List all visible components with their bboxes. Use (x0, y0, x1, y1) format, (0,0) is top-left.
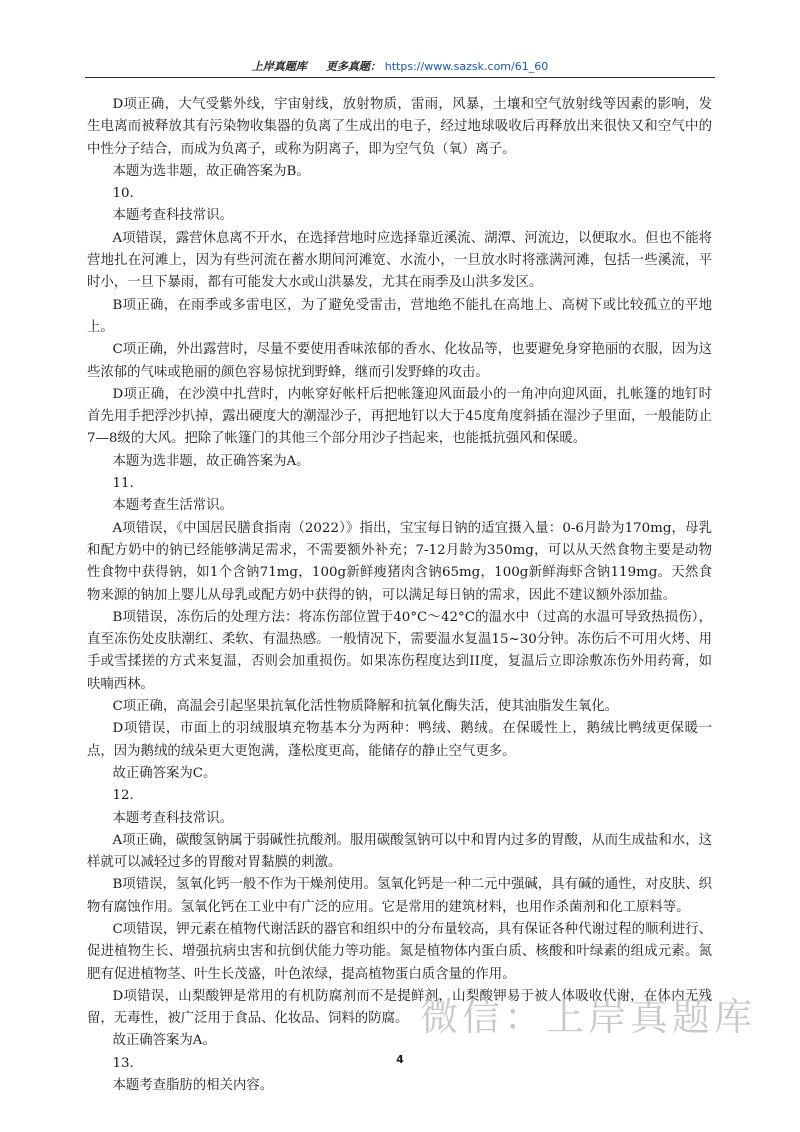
question-number: 13. (112, 1055, 134, 1071)
paragraph: 本题为选非题，故正确答案为A。 (112, 453, 310, 469)
question-number: 12. (112, 788, 134, 804)
header-more-label: 更多真题： (325, 60, 381, 73)
header-brand: 上岸真题库 (251, 60, 307, 73)
paragraph: 本题考查科技常识。 (112, 810, 233, 826)
paragraph: C项错误，钾元素在植物代谢活跃的器官和组织中的分布量较高，具有保证各种代谢过程的顺利进行、促进植物生长、增强抗病虫害和抗倒伏能力等功能。氮是植物体内蛋白质、核酸和叶绿素的组成元素。氮肥有促进植物茎、叶生长茂盛，叶色浓绿，提高植物蛋白质含量的作用。 (87, 921, 712, 982)
paragraph: A项错误，《中国居民膳食指南（2022）》指出，宝宝每日钠的适宜摄入量：0-6月龄为170mg，母乳和配方奶中的钠已经能够满足需求，不需要额外补充；7-12月龄为350mg，可以从天然食物主要是动物性食物中获得钠，如1个含钠71mg，100g新鲜瘦猪肉含钠65mg，100g新鲜海虾含钠119mg。天然食物来源的钠加上婴儿从母乳或配方奶中获得的钠，可以满足每日钠的需求，因此不建议额外添加盐。 (87, 520, 712, 603)
watermark: 微信：上岸真题库 (420, 995, 757, 1039)
paragraph: B项错误，冻伤后的处理方法：将冻伤部位置于40°C～42°C的温水中（过高的水温可导致热损伤），直至冻伤处皮肤潮红、柔软、有温热感。一般情况下，需要温水复温15~30分钟。冻伤后不可用火烤、用手或雪揉搓的方式来复温，否则会加重损伤。如果冻伤程度达到II度，复温后立即涂敷冻伤外用药膏，如呋喃西林。 (87, 609, 712, 692)
question-number: 11. (112, 476, 134, 492)
paragraph: D项正确，在沙漠中扎营时，内帐穿好帐杆后把帐篷迎风面最小的一角冲向迎风面，扎帐篷的地钉时首先用手把浮沙扒掉，露出硬度大的潮湿沙子，再把地钉以大于45度角度斜插在湿沙子里面，一般能防止7—8级的大风。把除了帐篷门的其他三个部分用沙子挡起来，也能抵抗强风和保暖。 (87, 386, 712, 447)
paragraph: D项错误，市面上的羽绒服填充物基本分为两种：鸭绒、鹅绒。在保暖性上，鹅绒比鸭绒更保暖一点，因为鹅绒的绒朵更大更饱满，蓬松度更高，能储存的静止空气更多。 (87, 721, 712, 759)
paragraph: 故正确答案为A。 (112, 1033, 216, 1049)
header-divider (85, 77, 715, 78)
document-body (87, 94, 712, 1097)
paragraph: A项错误，露营休息离不开水，在选择营地时应选择靠近溪流、湖潭、河流边，以便取水。但也不能将营地扎在河滩上，因为有些河流在蓄水期间河滩宽、水流小，一旦放水时将涨满河滩，包括一些溪流，平时小，一旦下暴雨，都有可能发大水或山洪暴发，尤其在雨季及山洪多发区。 (87, 230, 712, 291)
paragraph: 本题为选非题，故正确答案为B。 (112, 163, 310, 179)
paragraph: 本题考查脂肪的相关内容。 (112, 1078, 274, 1094)
paragraph: C项正确，外出露营时，尽量不要使用香味浓郁的香水、化妆品等，也要避免身穿艳丽的衣服，因为这些浓郁的气味或艳丽的颜色容易惊扰到野蜂，继而引发野蜂的攻击。 (87, 342, 712, 380)
paragraph: D项正确，大气受紫外线，宇宙射线，放射物质，雷雨，风暴，土壤和空气放射线等因素的影响，发生电离而被释放其有污染物收集器的负离了生成出的电子，经过地球吸收后再释放出来很快又和空气中的中性分子结合，而成为负离子，或称为阴离子，即为空气负（氧）离子。 (87, 97, 712, 157)
question-number: 10. (112, 186, 134, 202)
paragraph: B项正确，在雨季或多雷电区，为了避免受雷击，营地绝不能扎在高地上、高树下或比较孤立的平地上。 (87, 297, 712, 335)
page-number: 4 (396, 1053, 404, 1066)
paragraph: A项正确，碳酸氢钠属于弱碱性抗酸剂。服用碳酸氢钠可以中和胃内过多的胃酸，从而生成盐和水，这样就可以减轻过多的胃酸对胃黏膜的刺激。 (87, 832, 712, 871)
paragraph: 本题考查科技常识。 (112, 208, 233, 224)
page-header (0, 58, 800, 74)
paragraph: C项正确，高温会引起坚果抗氧化活性物质降解和抗氧化酶失活，使其油脂发生氧化。 (112, 699, 619, 715)
paragraph: 本题考查生活常识。 (112, 498, 233, 514)
paragraph: D项错误，山梨酸钾是常用的有机防腐剂而不是提鲜剂，山梨酸钾易于被人体吸收代谢，在体内无残留，无毒性，被广泛用于食品、化妆品、饲料的防腐。 (87, 988, 712, 1027)
header-url-link[interactable]: https://www.sazsk.com/61_60 (384, 60, 549, 73)
paragraph: 故正确答案为C。 (112, 765, 217, 781)
paragraph: B项错误，氢氧化钙一般不作为干燥剂使用。氢氧化钙是一种二元中强碱，具有碱的通性，对皮肤、织物有腐蚀作用。氢氧化钙在工业中有广泛的应用。它是常用的建筑材料，也用作杀菌剂和化工原料等。 (87, 877, 712, 915)
